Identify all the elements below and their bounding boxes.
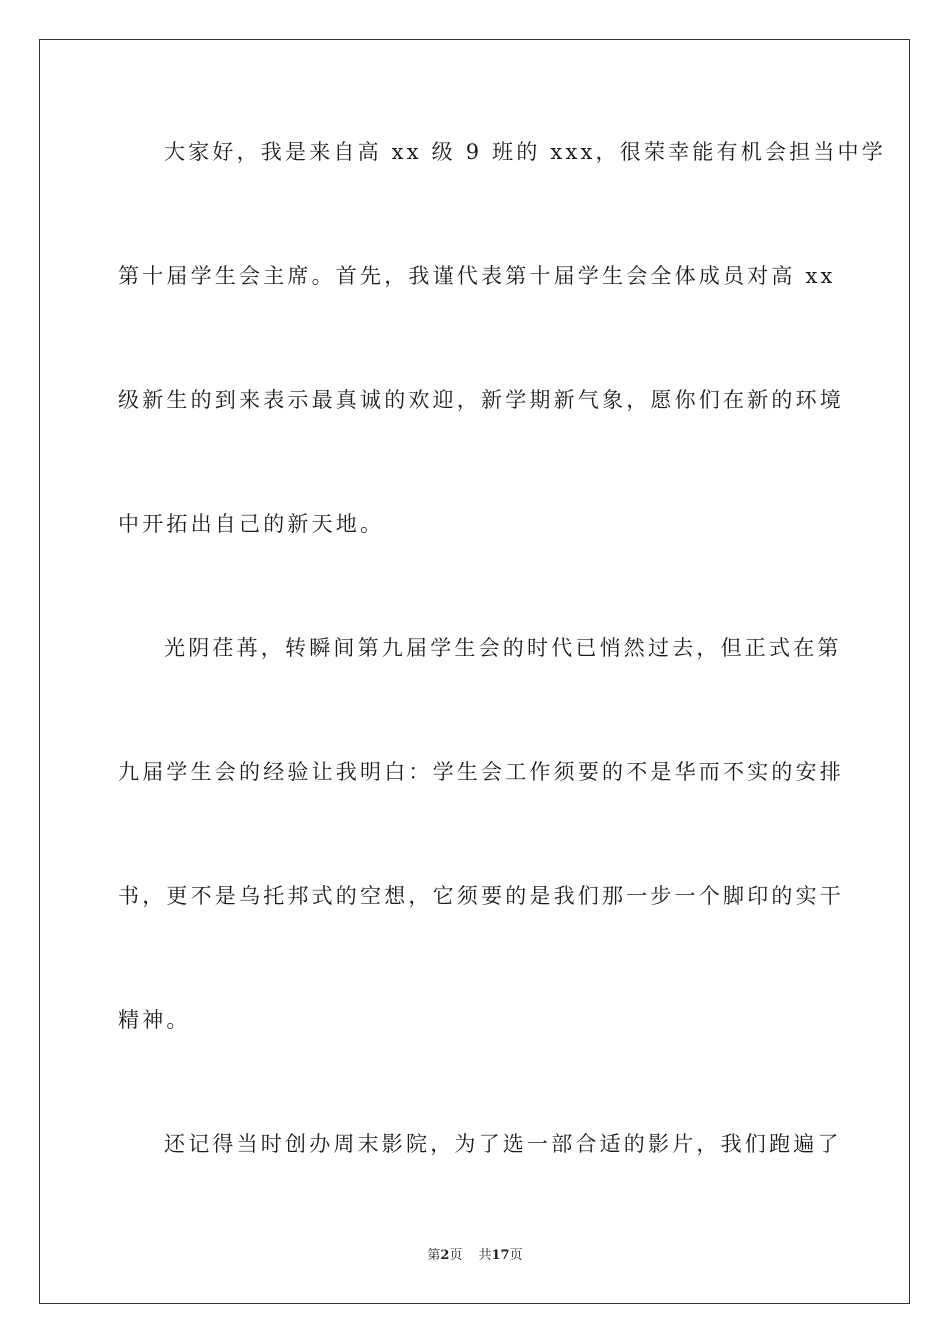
total-prefix: 共 (478, 1248, 492, 1263)
page-prefix: 第 (427, 1248, 441, 1263)
total-pages: 17 (491, 1248, 510, 1263)
paragraph-1-line-3: 级新生的到来表示最真诚的欢迎，新学期新气象，愿你们在新的环境 (118, 388, 844, 412)
paragraph-2-line-4: 精神。 (118, 1008, 191, 1032)
page-suffix: 页 (449, 1248, 463, 1263)
paragraph-2-line-3: 书，更不是乌托邦式的空想，它须要的是我们那一步一个脚印的实干 (118, 884, 844, 908)
paragraph-2-line-1: 光阴荏苒，转瞬间第九届学生会的时代已悄然过去，但正式在第 (164, 636, 842, 660)
total-suffix: 页 (509, 1248, 523, 1263)
paragraph-2-line-2: 九届学生会的经验让我明白：学生会工作须要的不是华而不实的安排 (118, 760, 844, 784)
page-border (39, 39, 910, 1304)
paragraph-1-line-2: 第十届学生会主席。首先，我谨代表第十届学生会全体成员对高 xx (118, 264, 836, 288)
paragraph-1-line-1: 大家好，我是来自高 xx 级 9 班的 xxx，很荣幸能有机会担当中学 (164, 140, 886, 164)
paragraph-1-line-4: 中开拓出自己的新天地。 (118, 512, 385, 536)
page-number: 2 (440, 1248, 450, 1263)
page-footer (0, 1246, 950, 1266)
paragraph-3-line-1: 还记得当时创办周末影院，为了选一部合适的影片，我们跑遍了 (164, 1132, 842, 1156)
